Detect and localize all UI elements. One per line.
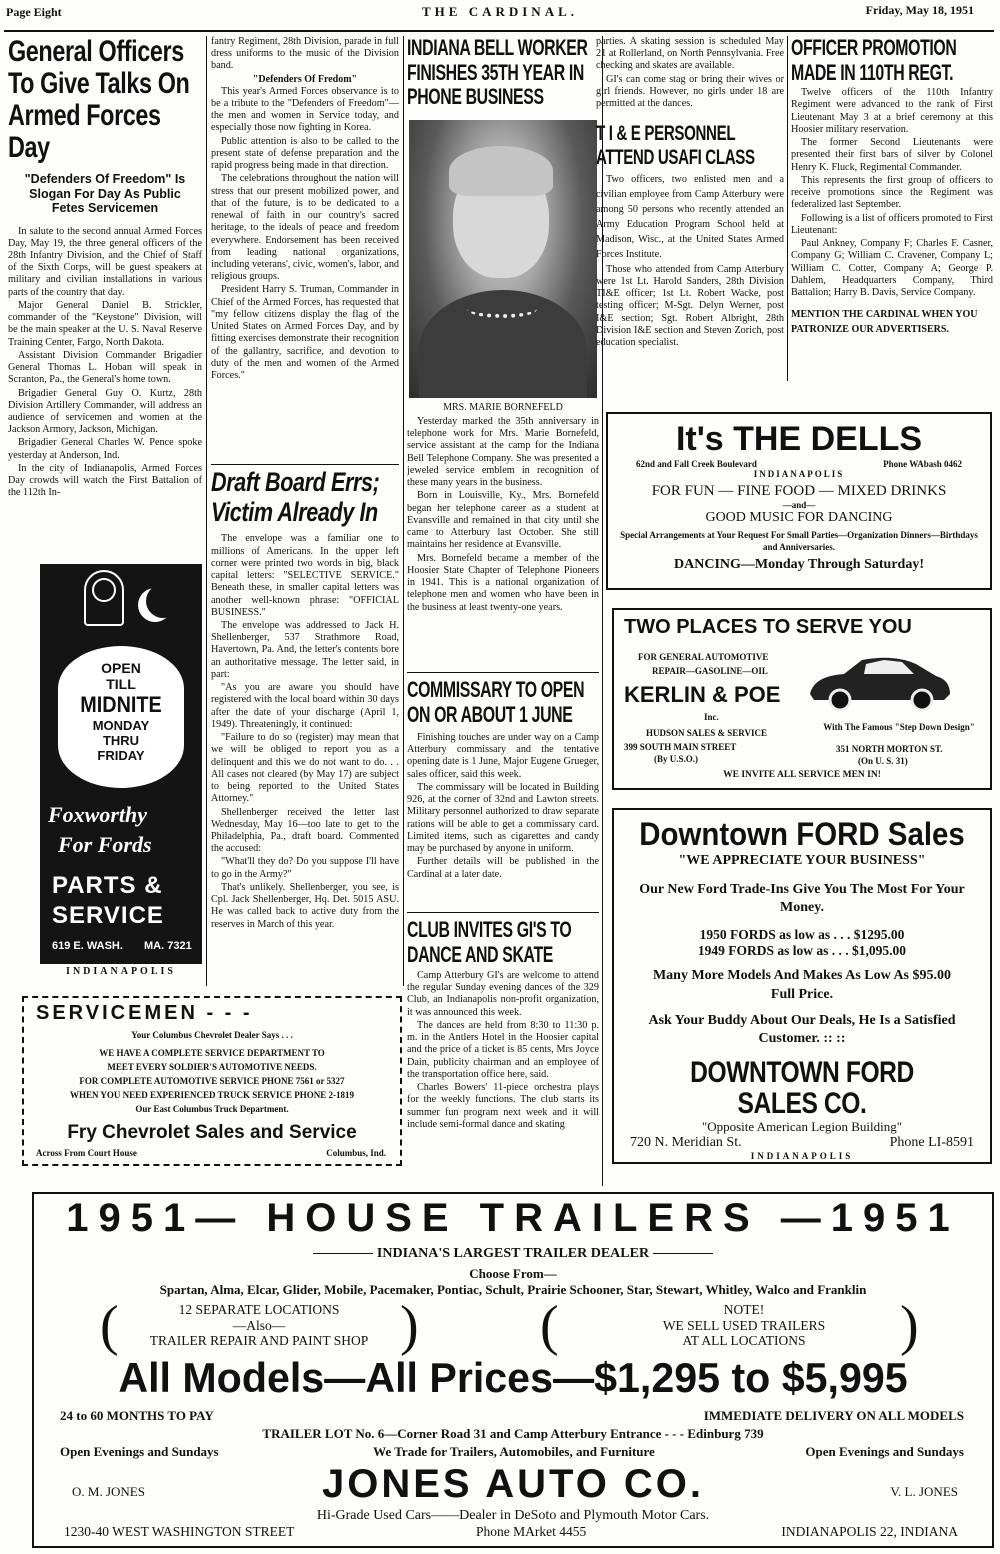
- paragraph: The commissary will be located in Building 926, at the corner of 32nd and Lawton streets. Military personnel authorized to draw separate rations will be able to get a commissary card. Limited items, such as cigarettes and candy may be purchased by anyone in uniform.: [407, 781, 599, 855]
- jones-largest: INDIANA'S LARGEST TRAILER DEALER: [34, 1246, 992, 1262]
- car-icon: [804, 650, 954, 714]
- ford-price: 1950 FORDS as low as . . . $1295.00: [699, 927, 905, 943]
- dells-dancing: DANCING—Monday Through Saturday!: [674, 557, 924, 573]
- ad-kerlin-poe: [612, 608, 992, 790]
- column-rule: [206, 36, 207, 986]
- club-headline: CLUB INVITES GI'S TO DANCE AND SKATE: [407, 917, 572, 967]
- jones-note: NOTE! WE SELL USED TRAILERS AT ALL LOCATIONS: [662, 1302, 826, 1349]
- dells-city: INDIANAPOLIS: [753, 469, 845, 479]
- fry-name: Fry Chevrolet Sales and Service: [67, 1122, 357, 1143]
- paragraph: parties. A skating session is scheduled May 21 at Rollerland, on North Pennsylvania. Free checking and skates are available.: [596, 36, 784, 72]
- service-label: SERVICE: [52, 902, 164, 929]
- kerlin-addr: (On U. S. 31): [858, 756, 908, 766]
- paragraph: This year's Armed Forces observance is to be a tribute to the "Defenders of Freedom"—the men and women in Service today, and especially those now fighting in Korea.: [211, 85, 399, 134]
- subhead: "Defenders Of Freedom" Is Slogan For Day As Public Fetes Servicemen: [24, 172, 186, 216]
- story-generals: [8, 36, 202, 556]
- jones-trade: We Trade for Trailers, Automobiles, and Furniture: [373, 1444, 655, 1459]
- kerlin-hudson: HUDSON SALES & SERVICE: [646, 728, 767, 738]
- jones-open: Open Evenings and Sundays: [60, 1444, 219, 1459]
- days-label: MONDAY: [92, 718, 150, 733]
- jones-open: Open Evenings and Sundays: [805, 1444, 964, 1459]
- kerlin-line: REPAIR—GASOLINE—OIL: [652, 666, 768, 676]
- paragraph: "As you are aware you should have registered with the local board within 30 days after the date of your discharge (April 1, 1949). Threateningly, it continued:: [211, 682, 399, 730]
- dells-and: —and—: [782, 500, 816, 510]
- kerlin-line: FOR GENERAL AUTOMOTIVE: [638, 652, 769, 662]
- paragraph: The celebrations throughout the nation will stress that our present mobilized power, and that of the future, is to be dedicated to a renewal of faith in our country's sacred heritage, to the ideals of peace and freedom everywhere. Endorsement has been received from leading national organizations, including veterans', civic, women's, labor, and religious groups.: [211, 173, 399, 283]
- jones-company: JONES AUTO CO.: [321, 1462, 705, 1506]
- paragraph: Further details will be published in the Cardinal at a later date.: [407, 856, 599, 880]
- ad-foxworthy: [40, 564, 202, 964]
- paragraph: Two officers, two enlisted men and a civilian employee from Camp Atterbury were among 50 persons who recently attended an Army Education Program School held at Madison, Wisc., at the United States Armed Forces Institute.: [596, 174, 784, 260]
- story-rule: [211, 464, 399, 465]
- paragraph: Twelve officers of the 110th Infantry Regiment were advanced to the rank of First Lieutenant May 3 at a brief ceremony at this Hoosier military reservation.: [791, 87, 993, 135]
- paragraph: Yesterday marked the 35th anniversary in telephone work for Mrs. Marie Bornefeld, service assistant at the camp for the Indiana Bell Telephone Company. She was presented a jeweled service emblem in recognition of these many years in the business.: [407, 416, 599, 489]
- kerlin-famous: With The Famous "Step Down Design": [823, 722, 975, 732]
- dells-tagline: FOR FUN — FINE FOOD — MIXED DRINKS: [651, 483, 947, 499]
- jones-street: 1230-40 WEST WASHINGTON STREET: [64, 1524, 295, 1539]
- kerlin-addr: 399 SOUTH MAIN STREET: [624, 742, 737, 752]
- hours-badge: [58, 646, 184, 788]
- paragraph: This represents the first group of officers to receive promotions since the Regiment was federalized last September.: [791, 174, 993, 211]
- ford-tradein: Our New Ford Trade-Ins Give You The Most For Your Money.: [639, 882, 965, 916]
- column-rule: [403, 36, 404, 986]
- inner-heading: "Defenders Of Fredom": [252, 73, 358, 85]
- ad-fry-chevrolet: [22, 996, 402, 1166]
- column-three: [407, 36, 599, 1186]
- headline: OFFICER PROMOTION MADE IN 110TH REGT.: [791, 36, 957, 85]
- paragraph: "Failure to do so (register) may mean that we will be obliged to report you as a delinquent and this we do not want to do. . . All cases not cleared (by May 17) are subject to being reported to the United States Attorney.": [211, 732, 399, 805]
- jones-models: All Models—All Prices—$1,295 to $5,995: [118, 1354, 908, 1401]
- photo-caption: MRS. MARIE BORNEFELD: [443, 402, 563, 413]
- fry-across: Across From Court House: [36, 1148, 137, 1158]
- commissary-headline: COMMISSARY TO OPEN ON OR ABOUT 1 JUNE: [407, 677, 585, 727]
- column-rule: [787, 36, 788, 381]
- paragraph: Finishing touches are under way on a Camp Atterbury commissary and the tentative opening date is 1 June, Major Eugene Grueger, sales officer, said this week.: [407, 732, 599, 780]
- page-label: Page Eight: [6, 5, 62, 19]
- jones-city: INDIANAPOLIS 22, INDIANA: [781, 1524, 958, 1539]
- fry-line: WHEN YOU NEED EXPERIENCED TRUCK SERVICE PHONE 2-1819: [70, 1090, 354, 1100]
- dells-phone: Phone WAbash 0462: [883, 459, 962, 469]
- story-body: [8, 226, 202, 500]
- fry-line: Our East Columbus Truck Department.: [135, 1104, 289, 1114]
- paragraph: GI's can come stag or bring their wives or girl friends. However, no girls under 18 are permitted at the dances.: [596, 73, 784, 110]
- fry-city: Columbus, Ind.: [326, 1148, 386, 1158]
- paragraph: In the city of Indianapolis, Armed Forces Day crowds will watch the First Battalion of the 112th In-: [8, 462, 202, 499]
- paragraph: Charles Bowers' 11-piece orchestra plays for the weekly functions. The club starts its summer fun program next week and it will include semi-formal dance and skating: [407, 1082, 599, 1130]
- dells-address: 62nd and Fall Creek Boulevard: [636, 459, 757, 469]
- jones-vl: V. L. JONES: [890, 1484, 958, 1499]
- jones-months: 24 to 60 MONTHS TO PAY: [60, 1408, 214, 1423]
- brand-line: Foxworthy: [48, 802, 148, 827]
- ford-city: INDIANAPOLIS: [750, 1151, 854, 1162]
- open-label: OPEN: [101, 660, 141, 676]
- paragraph: Brigadier General Charles W. Pence spoke yesterday at Anderson, Ind.: [8, 437, 202, 461]
- fry-line: WE HAVE A COMPLETE SERVICE DEPARTMENT TO: [99, 1048, 325, 1058]
- paragraph: Following is a list of officers promoted to First Lieutenant:: [791, 212, 993, 236]
- phone: MA. 7321: [144, 940, 192, 952]
- masthead-rule: [4, 30, 994, 32]
- ford-company: DOWNTOWN FORD SALES CO.: [690, 1056, 914, 1120]
- paragraph: "What'll they do? Do you suppose I'll have to go in the Army?": [211, 856, 399, 880]
- fry-line: MEET EVERY SOLDIER'S AUTOMOTIVE NEEDS.: [107, 1062, 317, 1072]
- mention-note: MENTION THE CARDINAL WHEN YOU PATRONIZE OUR ADVERTISERS.: [791, 309, 978, 336]
- moon-icon: [146, 584, 180, 618]
- fry-line: FOR COMPLETE AUTOMOTIVE SERVICE PHONE 7561 or 5327: [79, 1076, 345, 1086]
- paragraph: Camp Atterbury GI's are welcome to attend the regular Sunday evening dances of the 329 Club, an Indianapolis non-profit organization, it was announced this week.: [407, 970, 599, 1018]
- paragraph: In salute to the second annual Armed Forces Day, May 19, the three general officers of the 28th Infantry Division, and the Chief of Staff of the Sixth Corps, will be guest speakers at military and civilian installations in various parts of the country that day.: [8, 225, 202, 298]
- issue-date: Friday, May 18, 1951: [865, 3, 974, 17]
- kerlin-addr: (By U.S.O.): [654, 754, 699, 764]
- kerlin-invite: WE INVITE ALL SERVICE MEN IN!: [723, 770, 881, 780]
- till-label: TILL: [106, 676, 136, 692]
- ford-opposite: "Opposite American Legion Building": [701, 1119, 903, 1135]
- fox-city: INDIANAPOLIS: [66, 966, 176, 977]
- jones-locations: 12 SEPARATE LOCATIONS —Also— TRAILER REPAIR AND PAINT SHOP: [149, 1302, 369, 1349]
- address: 619 E. WASH.: [52, 940, 123, 952]
- jones-choose: Choose From—: [469, 1266, 557, 1281]
- ford-more: Many More Models And Makes As Low As $95.00 Full Price.: [652, 968, 952, 1002]
- jones-phone: Phone MArket 4455: [476, 1524, 587, 1539]
- ford-phone: Phone LI-8591: [889, 1135, 974, 1151]
- parts-label: PARTS &: [52, 872, 163, 899]
- jones-hi: Hi-Grade Used Cars——Dealer in DeSoto and Plymouth Motor Cars.: [316, 1508, 710, 1523]
- paragraph: The envelope was addressed to Jack H. Shellenberger, 537 Strathmore Road, Havertown, Pa. And, the letter's contents bore an authoritative message. The letter said, in part:: [211, 620, 399, 680]
- jones-brands: Spartan, Alma, Elcar, Glider, Mobile, Pacemaker, Pontiac, Schult, Prairie Schooner, Star, Stewart, Whitley, Walco and Franklin: [159, 1282, 867, 1297]
- dells-music: GOOD MUSIC FOR DANCING: [705, 510, 893, 525]
- paragraph: Shellenberger received the letter last Wednesday, May 16—too late to get to the Philadelphia, Pa., draft board. Commented the accused:: [211, 806, 399, 855]
- story-rule: [407, 912, 599, 913]
- story-generals-continued: [211, 36, 399, 462]
- paragraph: That's unlikely. Shellenberger, you see, is Cpl. Jack Shellenberger, Hq. Det. 5015 ASU. He was called back to active duty from the reserves in March of this year.: [211, 881, 399, 930]
- kerlin-title: TWO PLACES TO SERVE YOU: [624, 616, 912, 638]
- headline: General Officers To Give Talks On Armed Forces Day: [8, 36, 190, 165]
- dells-special: Special Arrangements at Your Request For Small Parties—Organization Dinners—Birthdays and Anniversaries.: [620, 530, 978, 552]
- paragraph: Paul Ankney, Company F; Charles F. Casner, Company G; William C. Cravener, Company L; William C. Cotter, Company A; George P. Dahlem, Headquarters Company, Third Battalion; Harry B. Davis, Service Company.: [791, 238, 993, 298]
- ford-address: 720 N. Meridian St.: [630, 1135, 742, 1151]
- paragraph: President Harry S. Truman, Commander in Chief of the Armed Forces, has requested that "my fellow citizens display the flag of the United States on Armed Forces Day, and by fitting exercises demonstrate their recognition of the gallantry, sacrifice, and devotion to duty of the men and women of the Armed Forces.": [211, 284, 399, 382]
- brand-line: For Fords: [58, 832, 152, 857]
- paragraph: The envelope was a familiar one to millions of Americans. In the upper left corner were printed two words in big, black capital letters: "SELECTIVE SERVICE." Beneath these, in smaller capital letters was another well-known phrase: "OFFICIAL BUSINESS.": [211, 533, 399, 618]
- headline: Draft Board Errs; Victim Already In: [211, 468, 380, 527]
- ad-jones-auto: 1951— HOUSE TRAILERS —1951 INDIANA'S LARGEST TRAILER DEALER Choose From— Spartan, Alma, Elcar, Glider, Mobile, Pacemaker, Pontiac, Schult, Prairie Schooner, Star, Stewart, Whitley, Walco and Franklin ( 12 SEPARATE LOCATIONS —Also— TRAILER REPAIR AND PAINT SHOP ) ( NOTE! WE SELL USED TRAILERS AT ALL LOCATIONS ) All Models—All Prices—$1,295 to $5,995 24 to 60 MONTHS TO PAY IMMEDIATE DELIVERY ON ALL MODELS TRAILER LOT No. 6—Corner Road 31 and Camp Atterbury Entrance - - - Edinburg 739 Open Evenings and Sundays We Trade for Trailers, Automobiles, and Furniture Open Evenings and Sundays O. M. JONES JONES AUTO CO. V. L. JONES Hi-Grade Used Cars——Dealer in DeSoto and Plymouth Motor Cars. 1230-40 WEST WASHINGTON STREET Phone MArket 4455 INDIANAPOLIS 22, INDIANA: [32, 1192, 994, 1548]
- paragraph: The former Second Lieutenants were presented their first bars of silver by Colonel Henry K. Fluck, Regimental Commander.: [791, 137, 993, 173]
- paragraph: fantry Regiment, 28th Division, parade in full dress uniforms to the music of the Division band.: [211, 36, 399, 72]
- story-promotion: [791, 36, 993, 382]
- kerlin-addr: 351 NORTH MORTON ST.: [836, 744, 943, 754]
- jones-title: 1951— HOUSE TRAILERS —1951: [66, 1196, 960, 1240]
- paragraph: Assistant Division Commander Brigadier General Thomas L. Hoban will speak in Scranton, Pa., the General's home town.: [8, 349, 202, 386]
- ford-title: Downtown FORD Sales: [639, 816, 965, 852]
- column-four: [596, 36, 784, 382]
- ford-appreciate: "WE APPRECIATE YOUR BUSINESS": [678, 853, 926, 868]
- kerlin-name: KERLIN & POE: [624, 682, 781, 707]
- story-draft: [211, 468, 399, 982]
- paragraph: Born in Louisville, Ky., Mrs. Bornefeld began her telephone career as a student at Evansville and remained in that city until she came to Atterbury last October. She still maintains her residence at Evansville.: [407, 490, 599, 551]
- days-label: FRIDAY: [97, 748, 145, 763]
- masthead: [0, 0, 1000, 30]
- paragraph: Major General Daniel B. Strickler, commander of the "Keystone" Division, will be the main speaker at the U. S. Naval Reserve Training Center, Fargo, North Dakota.: [8, 299, 202, 348]
- dells-title: It's THE DELLS: [675, 420, 923, 458]
- paragraph: Brigadier General Guy O. Kurtz, 28th Division Artillery Commander, will address an audience of servicemen and women at the Jackson Armory, Jackson, Michigan.: [8, 387, 202, 436]
- fry-dealer: Your Columbus Chevrolet Dealer Says . . .: [131, 1030, 293, 1040]
- days-label: THRU: [102, 733, 140, 748]
- jones-lot: TRAILER LOT No. 6—Corner Road 31 and Camp Atterbury Entrance - - - Edinburg 739: [262, 1426, 764, 1441]
- ford-price: 1949 FORDS as low as . . . $1,095.00: [697, 943, 907, 959]
- midnite-label: MIDNITE: [80, 692, 162, 717]
- story-rule: [407, 672, 599, 673]
- ford-ask: Ask Your Buddy About Our Deals, He Is a Satisfied Customer. :: ::: [648, 1012, 956, 1046]
- paragraph: Public attention is also to be called to the present state of defense preparation and the rapid progress being made in that direction.: [211, 135, 399, 172]
- jones-delivery: IMMEDIATE DELIVERY ON ALL MODELS: [703, 1408, 964, 1423]
- paragraph: Those who attended from Camp Atterbury were 1st Lt. Harold Sanders, 28th Division TI&E officer; 1st Lt. Robert Wacke, post testing officer; M-Sgt. Delyn Werner, post I&E section; Sgt. Robert Albright, 28th Division I&E section and Steven Zorich, post education specialist.: [596, 263, 784, 349]
- ad-dells: [606, 412, 992, 590]
- tie-headline: T I & E PERSONNEL ATTEND USAFI CLASS: [596, 122, 755, 169]
- jones-om: O. M. JONES: [72, 1484, 145, 1499]
- fry-title: SERVICEMEN - - -: [36, 1002, 253, 1024]
- ad-downtown-ford: [612, 808, 992, 1164]
- paper-title: THE CARDINAL.: [421, 4, 578, 19]
- clock-icon: [84, 570, 124, 626]
- kerlin-inc: Inc.: [704, 712, 719, 722]
- bell-headline: INDIANA BELL WORKER FINISHES 35TH YEAR IN PHONE BUSINESS: [407, 36, 588, 110]
- paragraph: The dances are held from 8:30 to 11:30 p. m. in the Antlers Hotel in the Hoosier capital and the price of a ticket is 85 cents, Mrs Joyce Dain, publicity chairman and an employee of the transportation office here, said.: [407, 1019, 599, 1080]
- paragraph: Mrs. Bornefeld became a member of the Hoosier State Chapter of Telephone Pioneers in 1941. This is a national organization of telephone men and women who have been in the business at least twenty-one years.: [407, 552, 599, 613]
- portrait-photo: [409, 120, 597, 398]
